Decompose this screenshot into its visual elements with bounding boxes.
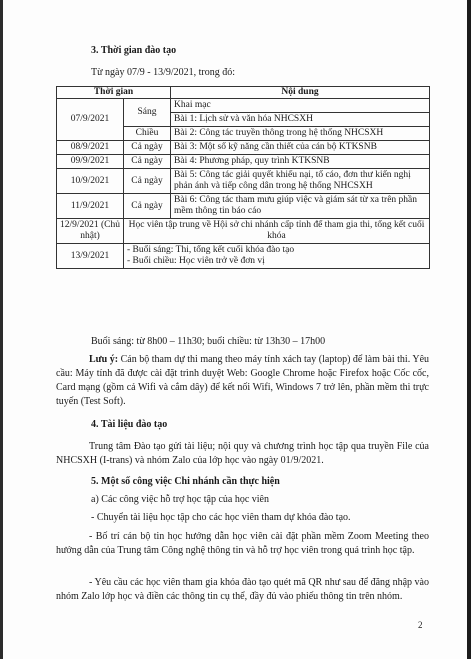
content-cell	[124, 244, 430, 269]
date-cell: 07/9/2021	[57, 99, 124, 141]
table-header-row	[57, 87, 430, 99]
section5-p2: - Bố trí cán bộ tin học hướng dẫn học viên cài đặt phần mềm Zoom Meeting theo hướng dẫn của Trung tâm Công nghệ thông tin và hỗ trợ học viên trong quá trình học tập.	[56, 531, 429, 556]
hours-note: Buổi sáng: từ 8h00 – 11h30; buổi chiều: từ 13h30 – 17h00	[91, 336, 326, 347]
date-cell: 09/9/2021	[57, 155, 124, 169]
session-cell: Sáng	[124, 99, 171, 127]
content-line: - Buổi sáng: Thi, tổng kết cuối khóa đào tạo	[127, 245, 295, 255]
section4-text: Trung tâm Đào tạo gửi tài liệu; nội quy và chương trình học tập qua truyền File của NHCSXH (I-trans) và nhóm Zalo của lớp học vào ngày 01/9/2021.	[56, 441, 429, 466]
session-cell: Cả ngày	[124, 169, 171, 194]
date-cell: 12/9/2021 (Chủ nhật)	[57, 219, 124, 244]
content-cell: Bài 1: Lịch sử và văn hóa NHCSXH	[171, 113, 430, 127]
content-line: - Buổi chiều: Học viên trở về đơn vị	[127, 256, 265, 266]
header-content: Nội dung	[171, 87, 430, 99]
table-row	[57, 169, 430, 194]
content-cell: Học viên tập trung về Hội sở chi nhánh cấp tỉnh để tham gia thi, tổng kết cuối khóa	[124, 219, 430, 244]
section5-p1: - Chuyển tài liệu học tập cho các học viên tham dự khóa đào tạo.	[91, 512, 351, 523]
date-cell: 13/9/2021	[57, 244, 124, 269]
content-cell: Bài 6: Công tác tham mưu giúp việc và giám sát từ xa trên phần mềm thông tin báo cáo	[171, 194, 430, 219]
content-cell: Bài 4: Phương pháp, quy trình KTKSNB	[171, 155, 430, 169]
section3-intro: Từ ngày 07/9 - 13/9/2021, trong đó:	[91, 67, 236, 78]
table-row	[57, 219, 430, 244]
date-cell: 10/9/2021	[57, 169, 124, 194]
session-cell: Cả ngày	[124, 155, 171, 169]
content-cell: Khai mạc	[171, 99, 430, 113]
date-cell: 08/9/2021	[57, 141, 124, 155]
table-row	[57, 155, 430, 169]
section5-p3: - Yêu cầu các học viên tham gia khóa đào tạo quét mã QR như sau để đăng nhập vào nhóm Zalo lớp học và điền các thông tin cụ thể, đầy đủ vào phiếu thông tin trên nhóm.	[56, 577, 429, 602]
section5-sub-a: a) Các công việc hỗ trợ học tập của học viên	[91, 494, 269, 505]
section3-heading: 3. Thời gian đào tạo	[91, 45, 177, 56]
header-time: Thời gian	[57, 87, 171, 99]
section5-heading: 5. Một số công việc Chi nhánh cần thực hiện	[91, 476, 280, 487]
content-cell: Bài 3: Một số kỹ năng cần thiết của cán bộ KTKSNB	[171, 141, 430, 155]
table-row	[57, 194, 430, 219]
note-text: Cán bộ tham dự thi mang theo máy tính xách tay (laptop) để làm bài thi. Yêu cầu: Máy tính đã được cài đặt trình duyệt Web: Google Chrome hoặc Firefox hoặc Cốc cốc, Card mạng (gồm cả Wifi và cắm dây) để kết nối Wifi, Windows 7 trở lên, phần mềm thi trực tuyến (Test Soft).	[56, 354, 430, 407]
note-paragraph	[56, 353, 429, 409]
session-cell: Cả ngày	[124, 141, 171, 155]
table-row	[57, 99, 430, 113]
date-cell: 11/9/2021	[57, 194, 124, 219]
content-cell: Bài 2: Công tác truyền thông trong hệ thống NHCSXH	[171, 127, 430, 141]
table-row	[57, 141, 430, 155]
content-cell: Bài 5: Công tác giải quyết khiếu nại, tố cáo, đơn thư kiến nghị phản ánh và tiếp công dân trong hệ thống NHCSXH	[171, 169, 430, 194]
note-label: Lưu ý:	[89, 354, 119, 365]
section4-heading: 4. Tài liệu đào tạo	[91, 419, 168, 430]
table-row	[57, 244, 430, 269]
schedule-table	[56, 86, 430, 269]
page-number: 2	[418, 620, 423, 630]
session-cell: Cả ngày	[124, 194, 171, 219]
session-cell: Chiều	[124, 127, 171, 141]
